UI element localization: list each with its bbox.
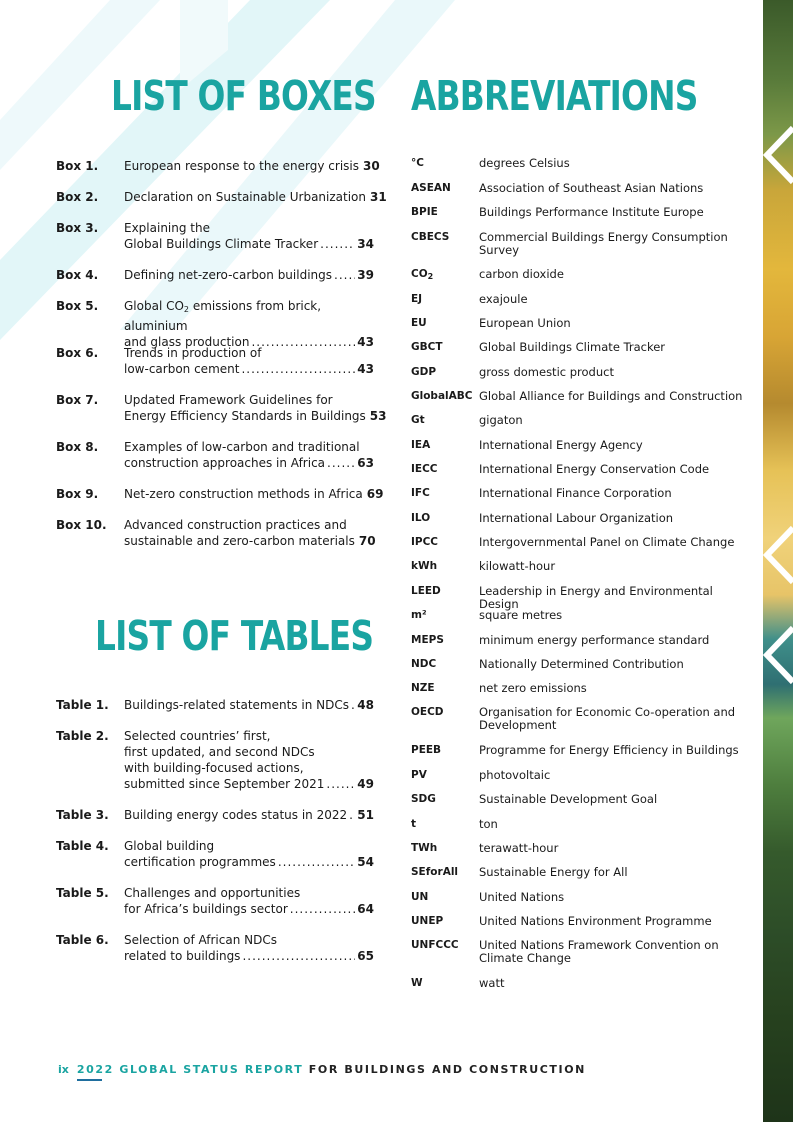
box-title-line: Trends in production of [124,346,262,360]
abbreviation-definition: Global Buildings Climate Tracker [479,340,666,354]
box-title [124,220,374,252]
abbreviation-term [411,769,477,782]
table-title-line: Global building [124,839,215,853]
abbreviation-definition: Sustainable Energy for All [479,865,628,879]
abbreviation-term-text: GlobalABC [411,390,473,402]
abbreviation-term [411,341,477,354]
footer-page-number: ix [58,1063,69,1076]
abbreviation-term [411,206,477,219]
abbreviation-term [411,414,477,427]
abbreviation-term [411,706,477,719]
table-title-last-line [124,901,374,917]
abbreviation-term-text: CO [411,268,428,280]
abbreviation-definition: kilowatt-hour [479,559,556,573]
abbreviation-definition: International Labour Organization [479,511,674,525]
abbreviation-row [411,682,756,695]
abbreviation-term-text: SEforAll [411,866,459,878]
abbreviation-term [411,682,477,695]
dot-leader [351,697,355,713]
abbreviation-definition: Intergovernmental Panel on Climate Change [479,535,735,549]
table-title [124,697,374,713]
abbreviation-term-text: EJ [411,293,423,305]
abbreviation-term [411,891,477,904]
abbreviation-definition: Global Alliance for Buildings and Construction [479,389,743,403]
abbreviation-term [411,487,477,500]
box-title-text: Global Buildings Climate Tracker [124,237,319,251]
box-entry[interactable] [56,158,380,174]
abbreviation-term [411,536,477,549]
abbreviations-heading: ABBREVIATIONS [411,72,698,120]
abbreviation-term [411,390,477,403]
abbreviation-term [411,744,477,757]
box-entry[interactable] [56,267,374,283]
box-title-text: Declaration on Sustainable Urbanization [124,190,366,204]
abbreviation-term-text: EU [411,317,427,329]
abbreviation-row [411,634,756,647]
abbreviation-definition: Sustainable Development Goal [479,792,658,806]
box-label: Box 8. [56,440,99,454]
abbreviation-row [411,157,756,170]
abbreviation-term-text: PEEB [411,744,442,756]
abbreviation-definition: Organisation for Economic Co-operation and Development [479,705,736,732]
abbreviation-term [411,231,477,244]
abbreviation-term [411,842,477,855]
abbreviation-row [411,390,756,403]
abbreviation-row [411,585,756,611]
table-title-text: related to buildings [124,949,241,963]
abbreviation-definition: photovoltaic [479,768,551,782]
abbreviation-row [411,439,756,452]
table-title [124,932,374,964]
abbreviation-term-text: SDG [411,793,436,805]
abbreviation-row [411,891,756,904]
table-page-number: 54 [357,855,374,869]
abbreviation-row [411,341,756,354]
abbreviation-term [411,609,477,622]
abbreviation-definition: gross domestic product [479,365,614,379]
box-title-subscript: 2 [183,305,190,314]
abbreviation-term-text: CBECS [411,231,450,243]
box-title-text: Energy Efficiency Standards in Buildings [124,409,366,423]
abbreviation-row [411,793,756,806]
abbreviation-term-text: PV [411,769,427,781]
abbreviation-term-text: Gt [411,414,425,426]
abbreviation-term [411,157,477,170]
box-title-text: and glass production [124,335,250,349]
table-page-number: 64 [357,902,374,916]
box-title [124,439,374,471]
table-title-line: with building-focused actions, [124,761,304,775]
box-title-text: Defining net-zero-carbon buildings [124,268,333,282]
abbreviation-row [411,487,756,500]
box-label: Box 4. [56,268,99,282]
box-label: Box 1. [56,159,99,173]
box-page-number: 30 [363,159,380,173]
box-title-line: Examples of low-carbon and traditional [124,440,360,454]
abbreviation-definition: United Nations Framework Convention on Climate Change [479,938,719,965]
box-title-last-line [124,455,374,471]
dot-leader [349,807,355,823]
box-title-last-line [124,267,374,283]
abbreviation-definition: Programme for Energy Efficiency in Buildings [479,743,739,757]
abbreviation-term-text: GBCT [411,341,443,353]
table-title [124,807,374,823]
box-title [124,486,384,502]
abbreviation-term [411,182,477,195]
abbreviation-row [411,609,756,622]
dot-leader [327,455,355,471]
abbreviation-term [411,268,477,283]
box-page-number: 63 [357,456,374,470]
table-entry[interactable] [56,838,374,870]
box-title [124,267,374,283]
abbreviation-row [411,818,756,831]
box-label: Box 6. [56,346,99,360]
box-entry[interactable] [56,345,374,377]
box-label: Box 7. [56,393,99,407]
table-title-text: Buildings-related statements in NDCs [124,698,349,712]
abbreviation-definition: International Energy Agency [479,438,643,452]
dot-leader [326,776,355,792]
abbreviation-definition: International Finance Corporation [479,486,672,500]
abbreviation-definition: net zero emissions [479,681,587,695]
box-entry[interactable] [56,439,374,471]
abbreviation-term-text: IEA [411,439,431,451]
abbreviation-term-text: °C [411,157,424,169]
box-title [124,517,374,549]
box-label: Box 9. [56,487,99,501]
box-title-text: construction approaches in Africa [124,456,326,470]
box-title-line: Updated Framework Guidelines for [124,393,333,407]
abbreviation-row [411,744,756,757]
box-title-text: Net-zero construction methods in Africa [124,487,363,501]
abbreviation-definition: carbon dioxide [479,267,564,281]
abbreviation-term-text: TWh [411,842,438,854]
table-title-line: Selected countries’ first, [124,729,271,743]
abbreviation-row [411,866,756,879]
abbreviation-row [411,414,756,427]
footer-brand: 2022 GLOBAL STATUS REPORT [76,1063,304,1076]
abbreviation-term [411,317,477,330]
abbreviation-term [411,439,477,452]
abbreviation-term-text: W [411,977,423,989]
box-title [124,298,374,350]
table-label: Table 2. [56,729,109,743]
table-entry[interactable] [56,697,374,713]
box-title-text: emissions from brick, aluminium [124,299,322,333]
table-label: Table 4. [56,839,109,853]
abbreviation-term-text: m² [411,609,427,621]
abbreviation-definition: European Union [479,316,571,330]
box-title [124,189,387,205]
abbreviation-term-text: ILO [411,512,431,524]
box-title-text: low-carbon cement [124,362,240,376]
footer [58,1063,586,1076]
abbreviation-term-text: NZE [411,682,435,694]
abbreviation-term [411,512,477,525]
dot-leader [334,267,355,283]
abbreviation-row [411,231,756,257]
abbreviation-term-text: t [411,818,417,830]
abbreviation-term-text: OECD [411,706,444,718]
abbreviation-row [411,706,756,732]
table-label: Table 1. [56,698,109,712]
box-entry[interactable] [56,392,387,424]
abbreviation-term [411,658,477,671]
box-title [124,158,380,174]
dot-leader [242,948,355,964]
box-entry[interactable] [56,486,384,502]
box-entry[interactable] [56,298,374,350]
box-title-last-line [124,189,387,205]
box-entry[interactable] [56,517,374,549]
table-page-number: 51 [357,808,374,822]
box-title-line: Advanced construction practices and [124,518,347,532]
abbreviation-term [411,818,477,831]
abbreviation-definition: degrees Celsius [479,156,570,170]
abbreviation-term-text: NDC [411,658,437,670]
box-page-number: 70 [358,534,376,548]
table-title-text: Building energy codes status in 2022 [124,808,348,822]
table-entry[interactable] [56,807,374,823]
abbreviation-term [411,915,477,928]
abbreviation-term-text: GDP [411,366,437,378]
box-page-number: 53 [369,409,387,423]
abbreviation-term [411,293,477,306]
table-label: Table 3. [56,808,109,822]
box-title-last-line [124,533,374,549]
table-title-line: Selection of African NDCs [124,933,277,947]
table-title-last-line [124,776,374,792]
box-title-last-line [124,486,384,502]
abbreviation-term [411,463,477,476]
abbreviation-row [411,977,756,990]
table-title [124,838,374,870]
table-page-number: 49 [357,777,374,791]
abbreviation-term [411,366,477,379]
abbreviation-definition: minimum energy performance standard [479,633,710,647]
dot-leader [278,854,355,870]
abbreviation-definition: terawatt-hour [479,841,559,855]
abbreviation-row [411,939,756,965]
box-title-last-line [124,158,380,174]
box-page-number: 43 [357,335,374,349]
abbreviation-term [411,793,477,806]
table-title-line: Challenges and opportunities [124,886,301,900]
abbreviation-term [411,585,477,598]
abbreviation-term-text: UNFCCC [411,939,459,951]
footer-title-rest: FOR BUILDINGS AND CONSTRUCTION [308,1063,586,1076]
abbreviation-term-text: kWh [411,560,438,572]
abbreviation-term [411,977,477,990]
dot-leader [320,236,355,252]
box-title-last-line [124,408,387,424]
abbreviation-term-text: IFC [411,487,430,499]
abbreviation-definition: Commercial Buildings Energy Consumption Survey [479,230,728,257]
abbreviation-term [411,939,477,952]
list-of-tables-heading: LIST OF TABLES [95,612,374,660]
table-entry[interactable] [56,885,374,917]
box-title-text: European response to the energy crisis [124,159,359,173]
box-label: Box 10. [56,518,107,532]
abbreviation-definition: Nationally Determined Contribution [479,657,684,671]
abbreviation-row [411,293,756,306]
box-title-text: Global CO [124,299,184,313]
abbreviation-definition: watt [479,976,505,990]
box-label: Box 5. [56,299,99,313]
box-label: Box 3. [56,221,99,235]
abbreviation-definition: United Nations Environment Programme [479,914,712,928]
abbreviation-row [411,658,756,671]
abbreviation-term [411,866,477,879]
table-title-text: for Africa’s buildings sector [124,902,288,916]
abbreviation-definition: square metres [479,608,563,622]
box-page-number: 31 [370,190,387,204]
box-page-number: 43 [357,362,374,376]
box-label: Box 2. [56,190,99,204]
abbreviation-row [411,463,756,476]
abbreviation-definition: Buildings Performance Institute Europe [479,205,704,219]
abbreviation-term [411,634,477,647]
abbreviation-row [411,317,756,330]
table-title-last-line [124,807,374,823]
table-title-last-line [124,854,374,870]
decorative-photo-strip [763,0,793,1122]
abbreviation-row [411,366,756,379]
abbreviation-term-text: BPIE [411,206,438,218]
abbreviation-term-subscript: 2 [427,272,434,281]
box-page-number: 39 [357,268,374,282]
dot-leader [290,901,356,917]
abbreviation-row [411,560,756,573]
abbreviation-term-text: ASEAN [411,182,451,194]
table-title-last-line [124,948,374,964]
box-title-last-line [124,361,374,377]
abbreviation-row [411,182,756,195]
table-entry[interactable] [56,932,374,964]
box-title-last-line [124,236,374,252]
abbreviation-row [411,206,756,219]
box-title-text: sustainable and zero-carbon materials [124,534,355,548]
abbreviation-term [411,560,477,573]
abbreviation-term-text: LEED [411,585,441,597]
table-page-number: 65 [357,949,374,963]
dot-leader [241,361,355,377]
abbreviation-row [411,842,756,855]
abbreviation-row [411,512,756,525]
abbreviation-row [411,268,756,281]
box-entry[interactable] [56,189,387,205]
table-title-line: first updated, and second NDCs [124,745,315,759]
box-entry[interactable] [56,220,374,252]
footer-underline [77,1079,102,1081]
table-entry[interactable] [56,728,374,792]
box-title-line [124,298,374,334]
abbreviation-definition: ton [479,817,498,831]
abbreviation-definition: exajoule [479,292,528,306]
table-title-text: certification programmes [124,855,276,869]
abbreviation-row [411,915,756,928]
table-title [124,728,374,792]
box-page-number: 69 [366,487,384,501]
box-page-number: 34 [357,237,374,251]
abbreviation-definition: United Nations [479,890,565,904]
box-title [124,392,387,424]
list-of-boxes-heading: LIST OF BOXES [111,72,376,120]
abbreviation-term-text: IECC [411,463,438,475]
box-title-line: Explaining the [124,221,210,235]
abbreviation-row [411,536,756,549]
abbreviation-term-text: UN [411,891,429,903]
table-label: Table 5. [56,886,109,900]
table-title-last-line [124,697,374,713]
abbreviation-term-text: IPCC [411,536,439,548]
abbreviation-definition: International Energy Conservation Code [479,462,710,476]
abbreviation-definition: gigaton [479,413,523,427]
abbreviation-term-text: UNEP [411,915,444,927]
abbreviation-definition: Leadership in Energy and Environmental Design [479,584,713,611]
abbreviation-term-text: MEPS [411,634,444,646]
table-title-text: submitted since September 2021 [124,777,325,791]
box-title [124,345,374,377]
table-title [124,885,374,917]
table-label: Table 6. [56,933,109,947]
table-page-number: 48 [357,698,374,712]
abbreviation-row [411,769,756,782]
abbreviation-definition: Association of Southeast Asian Nations [479,181,704,195]
